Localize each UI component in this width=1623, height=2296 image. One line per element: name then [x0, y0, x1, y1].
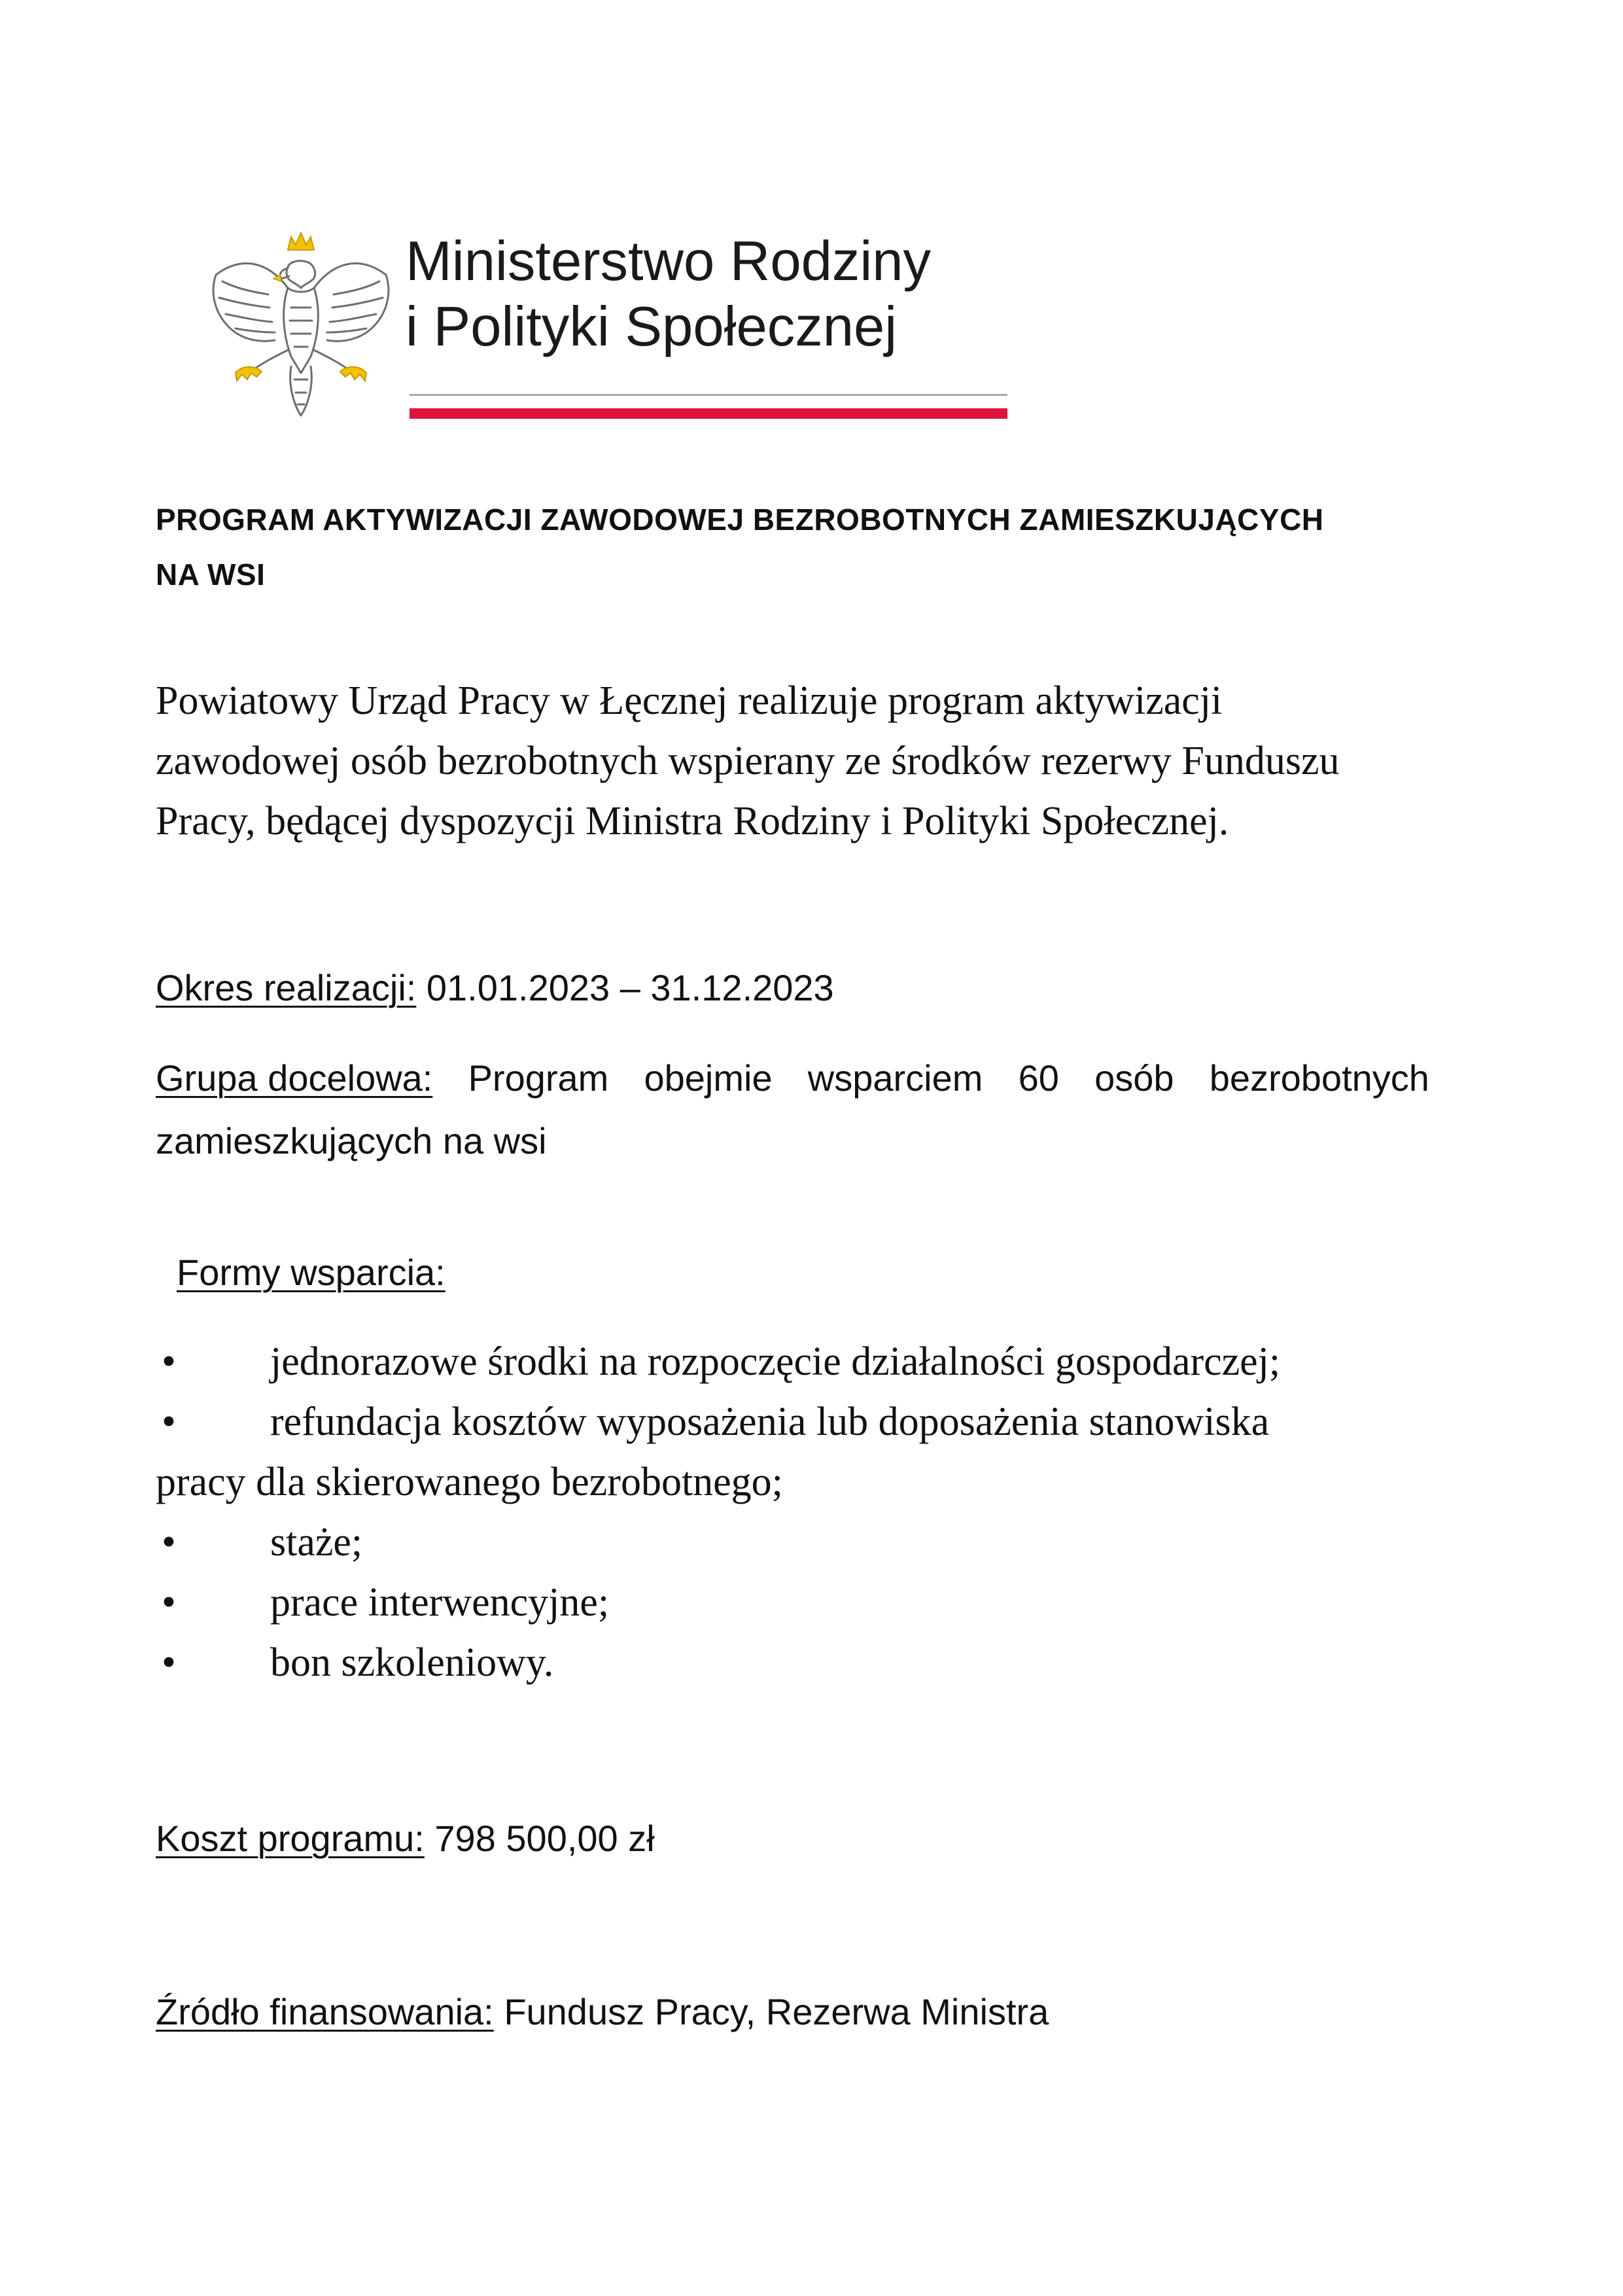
- funding-source-value: Fundusz Pracy, Rezerwa Ministra: [504, 1991, 1049, 2032]
- target-group-word: 60: [1018, 1057, 1059, 1099]
- target-group-label: Grupa docelowa:: [156, 1057, 433, 1099]
- support-forms-list: [156, 1332, 1490, 1693]
- document-title: [156, 492, 1464, 602]
- bullet-icon: •: [162, 1400, 176, 1444]
- list-item-continuation: pracy dla skierowanego bezrobotnego;: [156, 1460, 783, 1504]
- realization-period-value: 01.01.2023 – 31.12.2023: [426, 967, 834, 1008]
- target-group-word: osób: [1094, 1057, 1174, 1099]
- target-group-word: obejmie: [644, 1057, 773, 1099]
- list-item: [156, 1572, 1490, 1633]
- target-group-word: bezrobotnych: [1209, 1057, 1429, 1099]
- bullet-icon: •: [162, 1339, 176, 1384]
- list-item-text: bon szkoleniowy.: [270, 1640, 554, 1685]
- list-item: [156, 1633, 1490, 1693]
- bullet-icon: •: [162, 1520, 176, 1564]
- funding-source: [156, 1986, 1049, 2038]
- logo-red-rule: [410, 408, 1007, 419]
- list-item-text: staże;: [270, 1520, 363, 1564]
- target-group-line2: zamieszkujących na wsi: [156, 1120, 547, 1161]
- list-item: [156, 1512, 1490, 1572]
- ministry-name-line2: i Polityki Społecznej: [406, 296, 898, 358]
- bullet-icon: •: [162, 1580, 176, 1625]
- list-item: [156, 1392, 1490, 1512]
- document-title-line2: NA WSI: [156, 557, 266, 592]
- target-group: [156, 1047, 1429, 1173]
- ministry-logo: [196, 216, 1021, 432]
- target-group-word: wsparciem: [807, 1057, 983, 1099]
- program-cost-label: Koszt programu:: [156, 1818, 425, 1859]
- support-forms-heading: [177, 1246, 445, 1299]
- program-cost: [156, 1812, 655, 1865]
- intro-line: zawodowej osób bezrobotnych wspierany ze środków rezerwy Funduszu: [156, 739, 1340, 783]
- list-item-text: jednorazowe środki na rozpoczęcie działalności gospodarczej;: [270, 1339, 1281, 1384]
- logo-grey-rule: [410, 394, 1007, 396]
- ministry-name-line1: Ministerstwo Rodziny: [406, 230, 932, 292]
- polish-eagle-emblem-icon: [196, 216, 406, 425]
- realization-period: [156, 962, 834, 1014]
- target-group-word: Program: [468, 1057, 609, 1099]
- intro-line: Powiatowy Urząd Pracy w Łęcznej realizuje program aktywizacji: [156, 679, 1223, 723]
- program-cost-value: 798 500,00 zł: [434, 1818, 655, 1859]
- target-group-line1: [156, 1047, 1429, 1110]
- funding-source-label: Źródło finansowania:: [156, 1991, 494, 2032]
- support-forms-label: Formy wsparcia:: [177, 1252, 445, 1293]
- intro-line: Pracy, będącej dyspozycji Ministra Rodziny i Polityki Społecznej.: [156, 799, 1229, 843]
- intro-paragraph: [156, 671, 1490, 851]
- list-item-text: prace interwencyjne;: [270, 1580, 610, 1625]
- ministry-name: [406, 229, 931, 360]
- realization-period-label: Okres realizacji:: [156, 967, 417, 1008]
- list-item: [156, 1332, 1490, 1392]
- list-item-text: refundacja kosztów wyposażenia lub doposażenia stanowiska: [270, 1400, 1270, 1444]
- bullet-icon: •: [162, 1640, 176, 1685]
- document-title-line1: PROGRAM AKTYWIZACJI ZAWODOWEJ BEZROBOTNYCH ZAMIESZKUJĄCYCH: [156, 503, 1324, 537]
